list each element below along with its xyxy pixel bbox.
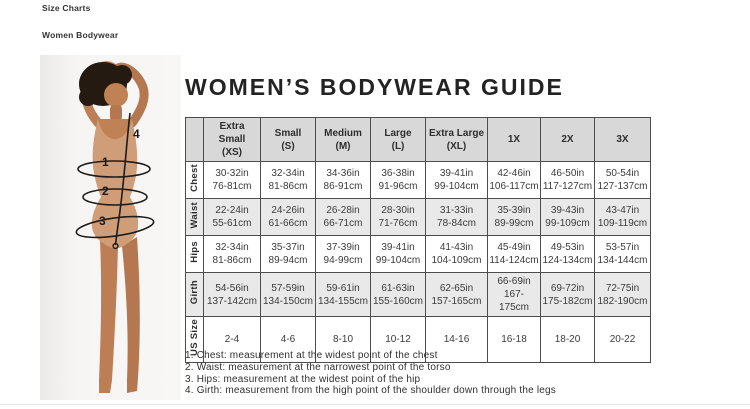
footnote: 1. Chest: measurement at the widest point of the chest xyxy=(185,350,438,361)
size-cell: 14-16 xyxy=(426,317,488,363)
column-header: Small (S) xyxy=(261,118,316,162)
size-cell: 30-32in 76-81cm xyxy=(204,162,261,199)
size-chart xyxy=(185,117,651,363)
row-label: Chest xyxy=(186,162,204,199)
size-cell: 18-20 xyxy=(541,317,595,363)
measurement-figure-illustration xyxy=(40,55,181,400)
size-cell: 53-57in 134-144cm xyxy=(595,236,651,273)
size-cell: 16-18 xyxy=(488,317,541,363)
size-cell: 66-69in 167-175cm xyxy=(488,273,541,317)
size-cell: 34-36in 86-91cm xyxy=(316,162,371,199)
size-cell: 28-30in 71-76cm xyxy=(371,199,426,236)
nav-size-charts[interactable]: Size Charts xyxy=(42,3,91,13)
size-cell: 26-28in 66-71cm xyxy=(316,199,371,236)
size-cell: 37-39in 94-99cm xyxy=(316,236,371,273)
figure-face xyxy=(104,83,128,107)
size-cell: 35-37in 89-94cm xyxy=(261,236,316,273)
size-cell: 41-43in 104-109cm xyxy=(426,236,488,273)
size-cell: 46-50in 117-127cm xyxy=(541,162,595,199)
size-cell: 24-26in 61-66cm xyxy=(261,199,316,236)
size-cell: 50-54in 127-137cm xyxy=(595,162,651,199)
model-photo xyxy=(40,55,181,400)
column-header: Extra Small (XS) xyxy=(204,118,261,162)
size-cell: 45-49in 114-124cm xyxy=(488,236,541,273)
column-header: 2X xyxy=(541,118,595,162)
column-header: 3X xyxy=(595,118,651,162)
marker-2-waist: 2 xyxy=(102,184,109,198)
size-table xyxy=(185,117,651,363)
size-cell: 43-47in 109-119cm xyxy=(595,199,651,236)
size-cell: 22-24in 55-61cm xyxy=(204,199,261,236)
row-label: US Size xyxy=(186,317,204,363)
size-cell: 69-72in 175-182cm xyxy=(541,273,595,317)
size-cell: 20-22 xyxy=(595,317,651,363)
column-header: Extra Large (XL) xyxy=(426,118,488,162)
column-header: 1X xyxy=(488,118,541,162)
size-cell: 32-34in 81-86cm xyxy=(204,236,261,273)
size-cell: 39-41in 99-104cm xyxy=(371,236,426,273)
corner-cell xyxy=(186,118,204,162)
size-cell: 57-59in 134-150cm xyxy=(261,273,316,317)
size-cell: 35-39in 89-99cm xyxy=(488,199,541,236)
size-cell: 62-65in 157-165cm xyxy=(426,273,488,317)
size-cell: 36-38in 91-96cm xyxy=(371,162,426,199)
size-cell: 2-4 xyxy=(204,317,261,363)
marker-1-chest: 1 xyxy=(102,155,109,169)
size-cell: 42-46in 106-117cm xyxy=(488,162,541,199)
size-cell: 31-33in 78-84cm xyxy=(426,199,488,236)
footnote: 3. Hips: measurement at the widest point of the hip xyxy=(185,373,421,385)
size-cell: 10-12 xyxy=(371,317,426,363)
page-title: WOMEN’S BODYWEAR GUIDE xyxy=(185,74,564,100)
marker-3-hips: 3 xyxy=(99,214,106,228)
footnote: 2. Waist: measurement at the narrowest point of the torso xyxy=(185,361,451,373)
column-header: Medium (M) xyxy=(316,118,371,162)
size-cell: 49-53in 124-134cm xyxy=(541,236,595,273)
footnote: 4. Girth: measurement from the high point of the shoulder down through the legs xyxy=(185,385,557,397)
size-cell: 8-10 xyxy=(316,317,371,363)
column-header: Large (L) xyxy=(371,118,426,162)
size-cell: 61-63in 155-160cm xyxy=(371,273,426,317)
row-label: Hips xyxy=(186,236,204,273)
bottom-divider xyxy=(0,404,750,405)
nav-women-bodywear[interactable]: Women Bodywear xyxy=(42,30,119,40)
size-cell: 59-61in 134-155cm xyxy=(316,273,371,317)
size-cell: 39-43in 99-109cm xyxy=(541,199,595,236)
row-label: Waist xyxy=(186,199,204,236)
size-cell: 54-56in 137-142cm xyxy=(204,273,261,317)
footnotes xyxy=(185,350,745,397)
size-cell: 32-34in 81-86cm xyxy=(261,162,316,199)
row-label: Girth xyxy=(186,273,204,317)
size-cell: 4-6 xyxy=(261,317,316,363)
size-cell: 72-75in 182-190cm xyxy=(595,273,651,317)
marker-4-girth: 4 xyxy=(133,127,140,141)
size-cell: 39-41in 99-104cm xyxy=(426,162,488,199)
